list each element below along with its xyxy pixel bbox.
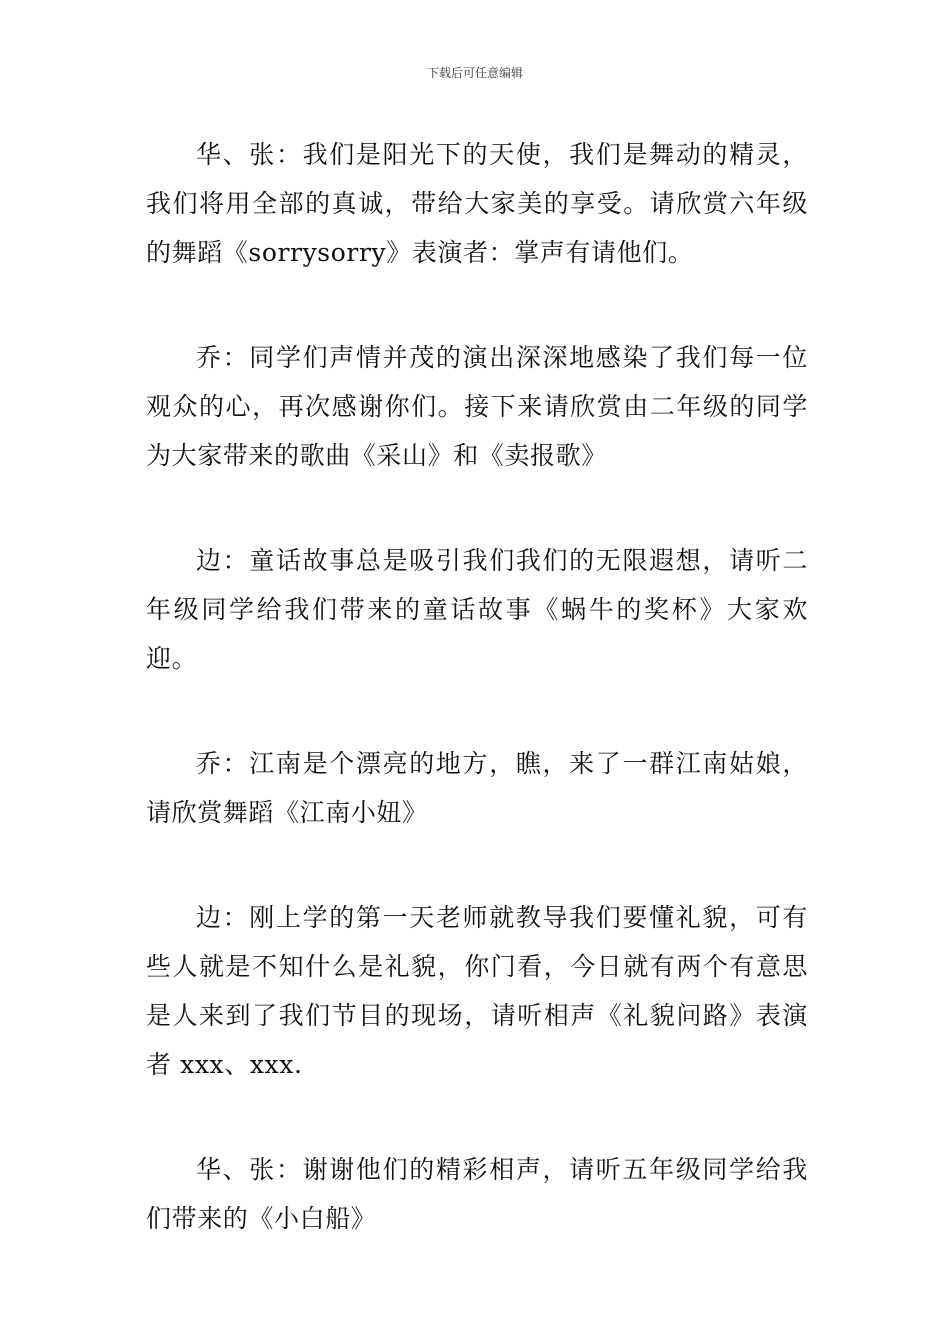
page-header: 下载后可任意编辑: [426, 66, 523, 80]
paragraph: 乔：同学们声情并茂的演出深深地感染了我们每一位观众的心，再次感谢你们。接下来请欣赏由二年级的同学为大家带来的歌曲《采山》和《卖报歌》: [146, 343, 808, 470]
paragraph: 边：童话故事总是吸引我们我们的无限遐想，请听二年级同学给我们带来的童话故事《蜗牛的奖杯》大家欢迎。: [146, 546, 808, 673]
paragraph: 边：刚上学的第一天老师就教导我们要懂礼貌，可有些人就是不知什么是礼貌，你门看，今日就有两个有意思是人来到了我们节目的现场，请听相声《礼貌问路》表演者 xxx、xxx.: [146, 903, 808, 1079]
paragraph: 乔：江南是个漂亮的地方，瞧，来了一群江南姑娘，请欣赏舞蹈《江南小妞》: [146, 749, 808, 827]
document-body: [146, 130, 808, 1299]
paragraph: 华、张：谢谢他们的精彩相声，请听五年级同学给我们带来的《小白船》: [146, 1155, 808, 1233]
paragraph: 华、张：我们是阳光下的天使，我们是舞动的精灵，我们将用全部的真诚，带给大家美的享受。请欣赏六年级的舞蹈《sorrysorry》表演者：掌声有请他们。: [146, 140, 808, 267]
